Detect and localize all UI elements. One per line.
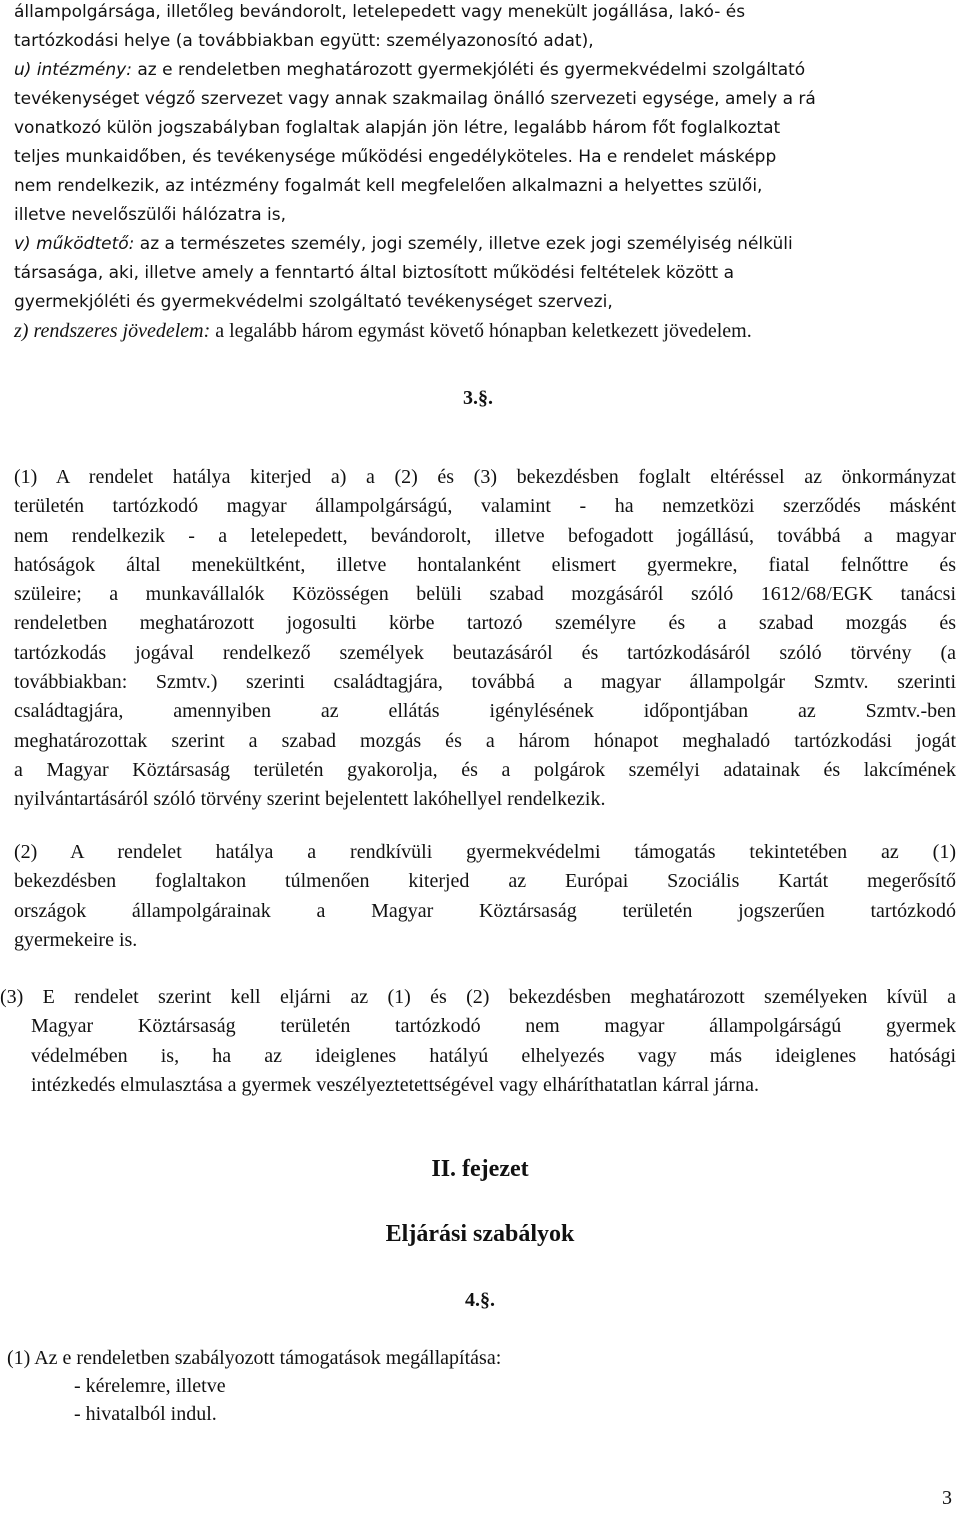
section-3-paragraph-1 — [14, 463, 956, 815]
definition-line: állampolgársága, illetőleg bevándorolt, letelepedett vagy menekült jogállása, lakó- és — [14, 2, 746, 22]
term-rendszeres-jovedelem: z) rendszeres jövedelem: — [14, 320, 211, 342]
paragraph-line: hatóságok által menekültként, illetve hontalanként elismert gyermekre, fiatal felnőttre és — [14, 553, 956, 576]
paragraph-line: területén tartózkodó magyar állampolgárságú, valamint - ha nemzetközi szerződés másként — [14, 495, 956, 518]
paragraph-line: meghatározottak szerint a szabad mozgás és a három hónapot meghaladó tartózkodási jogát — [14, 729, 956, 752]
definition-line: vonatkozó külön jogszabályban foglaltak alapján jön létre, legalább három főt foglalkoztat — [14, 118, 781, 138]
paragraph-line: országok állampolgárainak a Magyar Köztársaság területén jogszerűen tartózkodó — [14, 899, 956, 922]
section-4-paragraph-1 — [7, 1344, 707, 1428]
paragraph-line: továbbiakban: Szmtv.) szerinti családtagjára, továbbá a magyar állampolgár Szmtv. szerinti — [14, 671, 956, 694]
definition-line: gyermekjóléti és gyermekvédelmi szolgáltató tevékenységet szervezi, — [14, 292, 613, 312]
paragraph-line: gyermekeire is. — [14, 928, 138, 951]
definition-line: nem rendelkezik, az intézmény fogalmát kell megfelelően alkalmazni a helyettes szülői, — [14, 176, 763, 196]
section-3-heading: 3.§. — [463, 387, 493, 409]
section-4-heading: 4.§. — [465, 1289, 495, 1311]
paragraph-line: szüleire; a munkavállalók Közösségen belüli szabad mozgásáról szóló 1612/68/EGK tanácsi — [14, 583, 956, 606]
definition-line: teljes munkaidőben, és tevékenysége működési engedélyköteles. Ha e rendelet másképp — [14, 147, 777, 167]
paragraph-line: védelmében is, ha az ideiglenes hatályú elhelyezés vagy más ideiglenes hatósági — [31, 1044, 956, 1067]
term-intezmeny: u) intézmény: — [14, 60, 132, 80]
paragraph-line: bekezdésben foglaltakon túlmenően kiterjed az Európai Szociális Kartát megerősítő — [14, 870, 956, 893]
definitions-block — [14, 0, 944, 346]
paragraph-line: (1) Az e rendeletben szabályozott támogatások megállapítása: — [7, 1347, 502, 1369]
page-number: 3 — [942, 1487, 952, 1509]
section-3-paragraph-2 — [14, 838, 956, 955]
chapter-number: II. fejezet — [431, 1156, 529, 1182]
paragraph-line: Magyar Köztársaság területén tartózkodó nem magyar állampolgárságú gyermek — [31, 1015, 956, 1038]
definition-z: z) rendszeres jövedelem: a legalább három egymást követő hónapban keletkezett jövedelem. — [14, 320, 752, 342]
chapter-title: Eljárási szabályok — [385, 1221, 575, 1247]
paragraph-line: családtagjára, amennyiben az ellátás igénylésének időpontjában az Szmtv.-ben — [14, 700, 956, 723]
term-mukodteto: v) működtető: — [14, 234, 135, 254]
paragraph-line: a Magyar Köztársaság területén gyakorolja, és a polgárok személyi adatainak és lakcímének — [14, 758, 956, 781]
definition-u: u) intézmény: az e rendeletben meghatározott gyermekjóléti és gyermekvédelmi szolgáltató — [14, 60, 806, 80]
paragraph-line: (3) E rendelet szerint kell eljárni az (1) és (2) bekezdésben meghatározott személyeken kívül a — [0, 986, 956, 1008]
paragraph-line: intézkedés elmulasztása a gyermek veszélyeztetettségével vagy elháríthatatlan kárral járna. — [31, 1073, 759, 1096]
definition-line: illetve nevelőszülői hálózatra is, — [14, 205, 287, 225]
paragraph-line: (2) A rendelet hatálya a rendkívüli gyermekvédelmi támogatás tekintetében az (1) — [14, 841, 956, 863]
definition-line: társasága, aki, illetve amely a fenntartó által biztosított működési feltételek között a — [14, 263, 735, 283]
paragraph-line: nem rendelkezik - a letelepedett, bevándorolt, illetve befogadott jogállású, továbbá a magyar — [14, 524, 956, 547]
paragraph-line: tartózkodás jogával rendelkező személyek beutazásáról és tartózkodásáról szóló törvény (a — [14, 641, 956, 664]
definition-v: v) működtető: az a természetes személy, jogi személy, illetve ezek jogi személyiség nélküli — [14, 234, 793, 254]
definition-line: tevékenységet végző szervezet vagy annak szakmailag önálló szervezeti egysége, amely a rá — [14, 89, 816, 109]
list-item: - hivatalból indul. — [74, 1403, 217, 1425]
list-item: - kérelemre, illetve — [74, 1375, 226, 1397]
paragraph-line: nyilvántartásáról szóló törvény szerint bejelentett lakóhellyel rendelkezik. — [14, 788, 606, 811]
definition-line: tartózkodási helye (a továbbiakban együtt: személyazonosító adat), — [14, 31, 594, 51]
paragraph-line: (1) A rendelet hatálya kiterjed a) a (2) és (3) bekezdésben foglalt eltéréssel az önkormányzat — [14, 466, 956, 488]
paragraph-line: rendeletben meghatározott jogosulti körbe tartozó személyre és a szabad mozgás és — [14, 612, 956, 635]
section-3-paragraph-3 — [0, 983, 956, 1100]
